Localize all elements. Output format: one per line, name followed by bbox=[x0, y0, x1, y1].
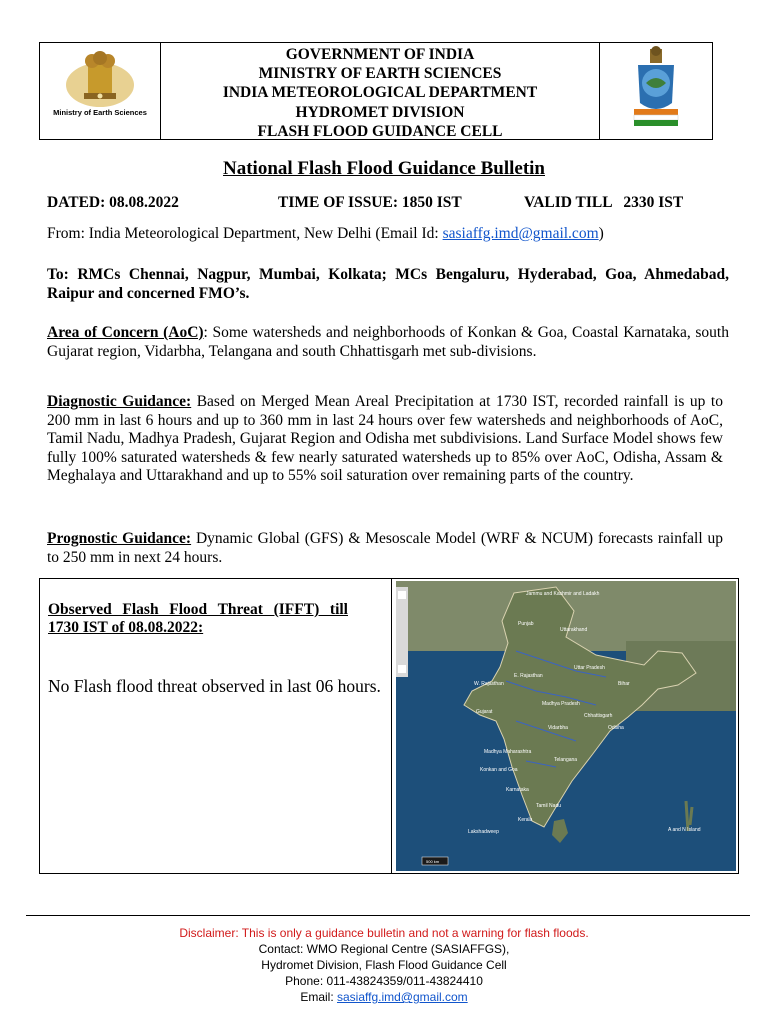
ashoka-emblem-icon bbox=[40, 47, 160, 111]
diagnostic-label: Diagnostic Guidance: bbox=[47, 393, 192, 410]
map-label-gujarat: Gujarat bbox=[476, 709, 493, 715]
from-prefix: From: India Meteorological Department, New Delhi (Email Id: bbox=[47, 225, 443, 242]
ifft-map-box bbox=[39, 578, 739, 874]
time-of-issue: TIME OF ISSUE: 1850 IST bbox=[278, 194, 462, 211]
footer-disclaimer: Disclaimer: This is only a guidance bulletin and not a warning for flash floods. bbox=[179, 926, 589, 940]
map-label-bihar: Bihar bbox=[618, 681, 630, 687]
aoc-paragraph bbox=[47, 324, 729, 361]
to-recipients: To: RMCs Chennai, Nagpur, Mumbai, Kolkata; MCs Bengaluru, Hyderabad, Goa, Ahmedabad, Raipur and concerned FMO’s. bbox=[47, 266, 729, 302]
map-label-chhattisgarh: Chhattisgarh bbox=[584, 713, 613, 719]
header-line-hydromet: HYDROMET DIVISION bbox=[295, 103, 465, 121]
prognostic-paragraph bbox=[47, 530, 723, 567]
map-label-mp: Madhya Pradesh bbox=[542, 701, 580, 707]
map-label-andaman-nicobar: A and N Island bbox=[668, 827, 701, 833]
footer-division: Hydromet Division, Flash Flood Guidance Cell bbox=[261, 958, 507, 972]
footer-contact: Contact: WMO Regional Centre (SASIAFFGS), bbox=[258, 942, 510, 956]
map-label-telangana: Telangana bbox=[554, 757, 578, 763]
map-label-lakshadweep: Lakshadweep bbox=[468, 829, 499, 835]
map-scale-label: 500 km bbox=[426, 859, 440, 864]
map-label-madhya-maharashtra: Madhya Maharashtra bbox=[484, 749, 532, 755]
india-map bbox=[396, 581, 736, 871]
aoc-label: Area of Concern (AoC) bbox=[47, 324, 204, 341]
header-line-ffg-cell: FLASH FLOOD GUIDANCE CELL bbox=[257, 122, 503, 140]
bulletin-title: National Flash Flood Guidance Bulletin bbox=[223, 158, 545, 179]
footer-divider bbox=[26, 915, 750, 916]
header-text bbox=[160, 45, 600, 141]
map-label-up: Uttar Pradesh bbox=[574, 665, 605, 671]
map-label-jk: Jammu and Kashmir and Ladakh bbox=[526, 591, 600, 597]
map-label-vidarbha: Vidarbha bbox=[548, 725, 568, 731]
map-label-e-rajasthan: E. Rajasthan bbox=[514, 673, 543, 679]
footer-email-label: Email: bbox=[300, 990, 337, 1004]
map-label-odisha: Odisha bbox=[608, 725, 624, 731]
moes-logo-caption: Ministry of Earth Sciences bbox=[53, 108, 147, 117]
from-email-link[interactable]: sasiaffg.imd@gmail.com bbox=[442, 225, 599, 242]
from-suffix: ) bbox=[598, 225, 604, 242]
prognostic-label: Prognostic Guidance: bbox=[47, 530, 192, 547]
map-label-konkan-goa: Konkan and Goa bbox=[480, 767, 518, 773]
header-line-imd: INDIA METEOROLOGICAL DEPARTMENT bbox=[222, 84, 538, 102]
header-line-ministry: MINISTRY OF EARTH SCIENCES bbox=[258, 65, 502, 83]
diagnostic-paragraph bbox=[47, 393, 723, 486]
header-box bbox=[39, 42, 713, 140]
aoc-text: : Some watersheds and neighborhoods of Konkan & Goa, Coastal Karnataka, south Gujarat region, Vidarbha, Telangana and south Chhattisgarh met sub-divisions. bbox=[47, 324, 729, 360]
diagnostic-text: Based on Merged Mean Areal Precipitation at 1730 IST, recorded rainfall is up to 200 mm in last 6 hours and up to 360 mm in last 24 hours over few watersheds and neighborhoods of AoC, Tamil Nadu, Madhya Pradesh, Gujarat Region and Odisha met subdivisions. Land Surface Model shows few fully 100% saturated watersheds & few nearly saturated watersheds up to 85% over AoC, Odisha, Assam & Meghalaya and Uttarakhand and up to 55% soil saturation over remaining parts of the country. bbox=[47, 393, 723, 484]
header-line-government: GOVERNMENT OF INDIA bbox=[285, 46, 475, 63]
map-label-karnataka: Karnataka bbox=[506, 787, 529, 793]
footer-phone: Phone: 011-43824359/011-43824410 bbox=[285, 974, 483, 988]
dated: DATED: 08.08.2022 bbox=[47, 194, 179, 211]
map-label-uttarakhand: Uttarakhand bbox=[560, 627, 588, 633]
map-label-punjab: Punjab bbox=[518, 621, 534, 627]
box-divider bbox=[391, 579, 392, 873]
india-map-image bbox=[396, 581, 736, 871]
footer-email-line bbox=[0, 990, 768, 1006]
prognostic-text: Dynamic Global (GFS) & Mesoscale Model (WRF & NCUM) forecasts rainfall up to 250 mm in next 24 hours. bbox=[47, 530, 724, 566]
valid-till: VALID TILL 2330 IST bbox=[524, 194, 684, 211]
from-line bbox=[47, 225, 729, 244]
imd-logo-icon bbox=[600, 43, 712, 139]
map-label-kerala: Kerala bbox=[518, 817, 533, 823]
moes-logo-cell bbox=[40, 43, 161, 139]
ifft-status: No Flash flood threat observed in last 06 hours. bbox=[48, 676, 381, 696]
ifft-title: Observed Flash Flood Threat (IFFT) till 1730 IST of 08.08.2022: bbox=[48, 601, 348, 636]
map-label-w-rajasthan: W. Rajasthan bbox=[474, 681, 504, 687]
map-label-tamil-nadu: Tamil Nadu bbox=[536, 803, 562, 809]
footer-email-link[interactable]: sasiaffg.imd@gmail.com bbox=[337, 990, 468, 1004]
imd-logo-cell bbox=[599, 43, 712, 139]
